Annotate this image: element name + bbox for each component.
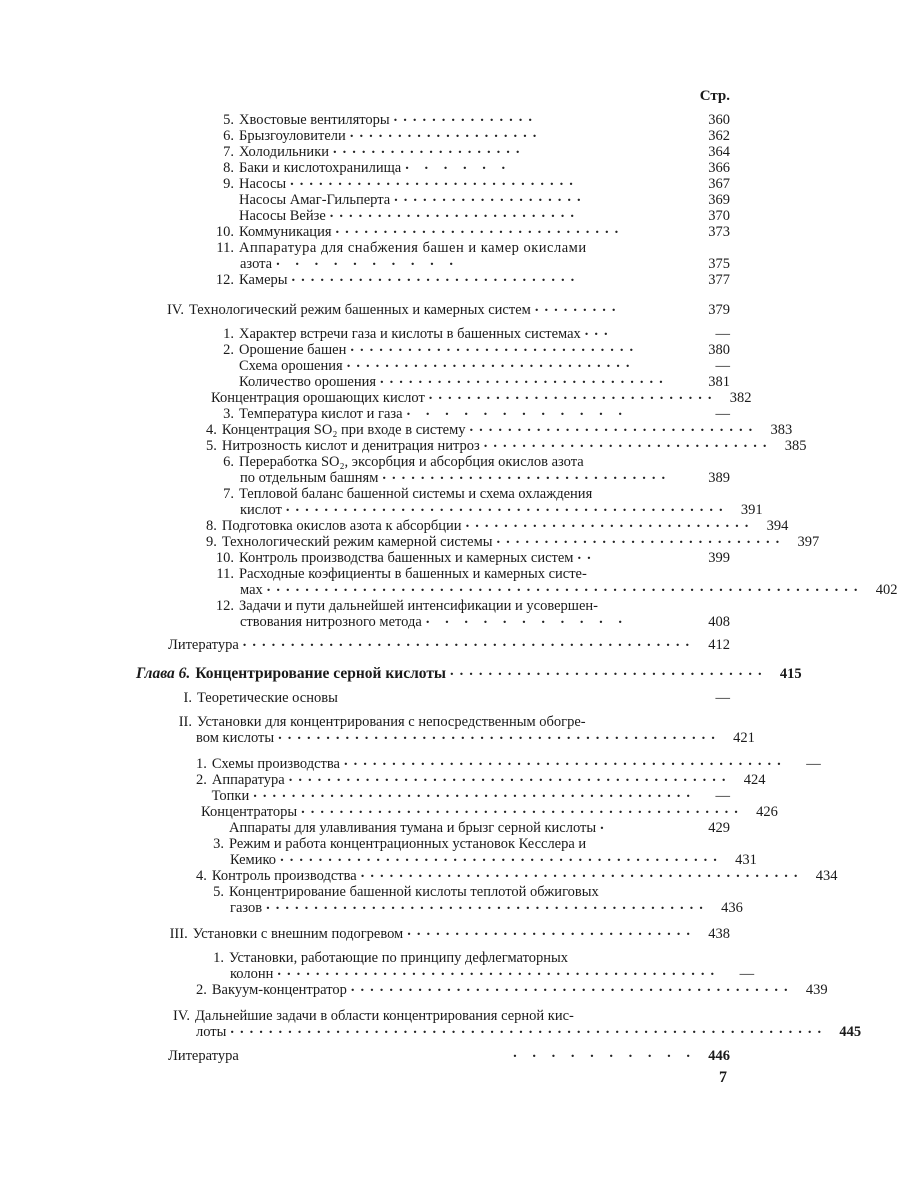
toc-entry: 7. Тепловой баланс башенной системы и схема охлаждения <box>223 486 593 502</box>
toc-entry-page: 389 <box>708 470 730 486</box>
toc-entry-title: Переработка SO₂, эксорбция и абсорбция окислов азота <box>239 454 584 470</box>
toc-entry-title: Задачи и пути дальнейшей интенсификации и усовершен- <box>239 598 598 614</box>
toc-entry-title: Схема орошения <box>239 358 343 374</box>
toc-literature-page: 412 <box>708 637 730 653</box>
toc-entry: 9. Насосы .............................. 367 <box>223 173 730 192</box>
toc-entry: 1. Схемы производства .............................................. — <box>196 753 821 772</box>
toc-section: II. Установки для концентрирования с непосредственным обогре- <box>178 714 586 730</box>
toc-entry-cont: газов .............................................. 436 <box>230 897 743 916</box>
toc-section: I. Теоретические основы — <box>183 690 730 706</box>
toc-literature-title: Литература <box>168 1048 239 1064</box>
toc-section: IV. Технологический режим башенных и камерных систем ......... 379 <box>166 299 730 318</box>
toc-entry-title: Баки и кислотохранилища <box>239 160 402 176</box>
toc-section: III. Установки с внешним подогревом .............................. 438 <box>169 923 730 942</box>
chapter-page: 415 <box>779 666 802 682</box>
toc-entry-title: Тепловой баланс башенной системы и схема охлаждения <box>239 486 593 502</box>
toc-entry-page: 408 <box>708 614 730 630</box>
toc-entry-page: — <box>715 788 730 804</box>
toc-entry-page: — <box>715 326 730 342</box>
toc-section-page: 445 <box>839 1024 862 1040</box>
page-number: 7 <box>719 1069 727 1086</box>
toc-entry-title: Хвостовые вентиляторы <box>239 112 390 128</box>
toc-entry: Аппараты для улавливания тумана и брызг серной кислоты . 429 <box>229 817 730 836</box>
toc-entry-title: Концентрирование башенной кислоты теплотой обжиговых <box>229 884 599 900</box>
toc-literature-title: Литература <box>168 637 239 653</box>
toc-entry-title: Температура кислот и газа <box>239 406 403 422</box>
toc-entry-page: 391 <box>740 502 763 518</box>
toc-entry-page: — <box>715 358 730 374</box>
toc-entry-title-cont: мах <box>240 582 263 598</box>
toc-entry-title: Насосы <box>239 176 287 192</box>
toc-entry-cont: азота . . . . . . . . . . 375 <box>240 253 730 272</box>
toc-entry-page: 364 <box>708 144 730 160</box>
toc-entry-cont: мах .............................................................. 402 <box>240 579 898 598</box>
toc-entry-page: 375 <box>708 256 730 272</box>
toc-entry-page: 399 <box>708 550 730 566</box>
toc-entry-page: 381 <box>708 374 730 390</box>
toc-entry-title: Контроль производства <box>211 868 357 884</box>
toc-entry-title: Аппаратура <box>211 772 285 788</box>
toc-entry-page: 383 <box>770 422 793 438</box>
toc-entry-title-cont: Кемико <box>230 852 277 868</box>
toc-entry: 12. Задачи и пути дальнейшей интенсификации и усовершен- <box>215 598 598 614</box>
toc-entry-title-cont: колонн <box>230 966 274 982</box>
toc-entry: Схема орошения .............................. — <box>239 355 730 374</box>
toc-section-title: Дальнейшие задачи в области концентрирования серной кис- <box>195 1008 574 1024</box>
toc-entry: 1. Установки, работающие по принципу дефлегматорных <box>213 950 569 966</box>
toc-entry: 8. Баки и кислотохранилища . . . . . . 366 <box>223 157 730 176</box>
toc-entry: 10. Контроль производства башенных и камерных систем .. 399 <box>215 547 730 566</box>
toc-entry-page: 382 <box>729 390 752 406</box>
toc-entry-title: Холодильники <box>239 144 329 160</box>
toc-section: IV. Дальнейшие задачи в области концентрирования серной кис- <box>172 1008 574 1024</box>
toc-entry-title: Коммуникация <box>239 224 332 240</box>
toc-section-title: Установки для концентрирования с непосредственным обогре- <box>197 714 586 730</box>
toc-entry: 10. Коммуникация .............................. 373 <box>215 221 730 240</box>
toc-entry-title: Контроль производства башенных и камерных систем <box>239 550 574 566</box>
toc-entry: 8. Подготовка окислов азота к абсорбции .............................. 394 <box>206 515 789 534</box>
toc-entry-cont: колонн .............................................. — <box>230 963 755 982</box>
toc-entry: 9. Технологический режим камерной системы .............................. 397 <box>206 531 820 550</box>
toc-entry-page: 424 <box>743 772 766 788</box>
toc-entry-cont: ствования нитрозного метода . . . . . . . . . . . 408 <box>240 611 730 630</box>
toc-entry-title-cont: ствования нитрозного метода <box>240 614 422 630</box>
toc-section-page: — <box>715 690 730 706</box>
toc-entry: Концентрация орошающих кислот .............................. 382 <box>211 387 752 406</box>
toc-entry-title: Схемы производства <box>211 756 340 772</box>
toc-entry-title: Технологический режим камерной системы <box>221 534 493 550</box>
toc-entry-page: 429 <box>708 820 730 836</box>
toc-entry-page: 436 <box>721 900 743 916</box>
toc-entry-title: Концентраторы <box>201 804 298 820</box>
toc-entry: 11. Расходные коэфициенты в башенных и камерных систе- <box>216 566 587 582</box>
toc-entry: 3. Режим и работа концентрационных установок Кесслера и <box>213 836 587 852</box>
chapter-heading: Глава 6. Концентрирование серной кислоты ................................. 415 <box>136 663 802 682</box>
toc-entry-page: 380 <box>708 342 730 358</box>
toc-literature-page: 446 <box>708 1048 730 1064</box>
toc-entry: 1. Характер встречи газа и кислоты в башенных системах ... — <box>223 323 730 342</box>
toc-entry-page: 360 <box>708 112 730 128</box>
toc-section-cont: вом кислоты .............................................. 421 <box>196 727 755 746</box>
toc-entry: 2. Аппаратура .............................................. 424 <box>196 769 766 788</box>
toc-section-title-cont: вом кислоты <box>196 730 275 746</box>
toc-entry-page: 362 <box>708 128 730 144</box>
toc-entry-page: 426 <box>756 804 778 820</box>
toc-entry-page: 434 <box>815 868 838 884</box>
toc-entry-title: Режим и работа концентрационных установок Кесслера и <box>229 836 587 852</box>
toc-entry-title: Аппаратура для снабжения башен и камер окислами <box>239 240 587 256</box>
toc-section-cont: лоты .............................................................. 445 <box>196 1021 862 1040</box>
toc-entry-page: 373 <box>708 224 730 240</box>
toc-entry: 5. Концентрирование башенной кислоты теплотой обжиговых <box>213 884 599 900</box>
toc-entry-page: 370 <box>708 208 730 224</box>
toc-entry-title-cont: газов <box>230 900 263 916</box>
toc-entry-title-cont: по отдельным башням <box>240 470 379 486</box>
toc-entry-title: Насосы Амаг-Гильперта <box>239 192 391 208</box>
toc-entry-page: 394 <box>766 518 789 534</box>
toc-entry-page: 431 <box>735 852 757 868</box>
toc-entry-title: Вакуум-концентратор <box>211 982 347 998</box>
toc-entry-page: 397 <box>797 534 820 550</box>
toc-entry-title: Расходные коэфициенты в башенных и камерных систе- <box>239 566 587 582</box>
toc-entry: 6. Переработка SO₂, эксорбция и абсорбция окислов азота <box>223 454 584 470</box>
toc-entry: 5. Нитрозность кислот и денитрация нитроз .............................. 385 <box>206 435 807 454</box>
toc-entry: 11. Аппаратура для снабжения башен и камер окислами <box>216 240 587 256</box>
toc-entry-cont: Кемико .............................................. 431 <box>230 849 757 868</box>
toc-entry-page: 385 <box>784 438 807 454</box>
toc-entry-title: Орошение башен <box>239 342 347 358</box>
toc-entry: Топки .............................................. — <box>211 785 730 804</box>
toc-section-title: Технологический режим башенных и камерных систем <box>189 302 531 318</box>
toc-entry-title-cont: кислот <box>240 502 282 518</box>
toc-entry-title: Нитрозность кислот и денитрация нитроз <box>221 438 480 454</box>
toc-entry-page: — <box>739 966 755 982</box>
toc-entry: Насосы Амаг-Гильперта .................... 369 <box>239 189 730 208</box>
toc-entry-title: Характер встречи газа и кислоты в башенных системах <box>239 326 581 342</box>
toc-entry-page: 367 <box>708 176 730 192</box>
toc-entry: 4. Концентрация SO₂ при входе в систему .............................. 383 <box>206 419 793 438</box>
toc-entry-title: Аппараты для улавливания тумана и брызг серной кислоты <box>229 820 597 836</box>
chapter-label: Глава 6. <box>136 665 191 682</box>
toc-literature: Литература ............................................... 412 <box>168 634 730 653</box>
toc-section-title-cont: лоты <box>196 1024 227 1040</box>
toc-entry: 12. Камеры .............................. 377 <box>215 269 730 288</box>
toc-entry-page: 402 <box>875 582 898 598</box>
chapter-title: Концентрирование серной кислоты <box>195 665 447 682</box>
toc-entry-cont: по отдельным башням .............................. 389 <box>240 467 730 486</box>
toc-entry-title: Брызгоуловители <box>239 128 346 144</box>
toc-entry-title: Камеры <box>239 272 288 288</box>
toc-entry-page: 439 <box>805 982 828 998</box>
toc-entry-title: Концентрация SO₂ при входе в систему <box>221 422 466 438</box>
toc-entry-page: — <box>715 406 730 422</box>
toc-entry-cont: кислот .............................................. 391 <box>240 499 763 518</box>
toc-entry-title: Топки <box>211 788 250 804</box>
toc-entry-page: 377 <box>708 272 730 288</box>
toc-entry: 2. Вакуум-концентратор .............................................. 439 <box>196 979 828 998</box>
toc-entry: 5. Хвостовые вентиляторы ............... 360 <box>223 109 730 128</box>
toc-entry-title: Количество орошения <box>239 374 377 390</box>
toc-entry: Концентраторы .............................................. 426 <box>201 801 778 820</box>
toc-entry: Количество орошения .............................. 381 <box>239 371 730 390</box>
toc-entry-title-cont: азота <box>240 256 273 272</box>
toc-entry-title: Подготовка окислов азота к абсорбции <box>221 518 462 534</box>
toc-entry-title: Концентрация орошающих кислот <box>211 390 425 406</box>
toc-entry-page: — <box>806 756 821 772</box>
toc-entry: 7. Холодильники .................... 364 <box>223 141 730 160</box>
toc-entry: 6. Брызгоуловители .................... 362 <box>223 125 730 144</box>
toc-section-title: Установки с внешним подогревом <box>192 926 404 942</box>
toc-section-page: 379 <box>708 302 730 318</box>
toc-entry: 2. Орошение башен .............................. 380 <box>223 339 730 358</box>
toc-entry-title: Установки, работающие по принципу дефлегматорных <box>229 950 569 966</box>
toc-section-title: Теоретические основы <box>197 690 338 706</box>
toc-entry-page: 366 <box>708 160 730 176</box>
toc-entry: Насосы Вейзе .......................... 370 <box>239 205 730 224</box>
toc-section-page: 438 <box>708 926 730 942</box>
toc-entry: 3. Температура кислот и газа . . . . . . . . . . . . — <box>223 403 730 422</box>
toc-entry: 4. Контроль производства .............................................. 434 <box>196 865 838 884</box>
toc-section-page: 421 <box>733 730 755 746</box>
pages-column-header: Стр. <box>699 88 730 104</box>
toc-literature: Литература . . . . . . . . . . 446 <box>168 1045 730 1064</box>
toc-entry-page: 369 <box>708 192 730 208</box>
toc-entry-title: Насосы Вейзе <box>239 208 326 224</box>
